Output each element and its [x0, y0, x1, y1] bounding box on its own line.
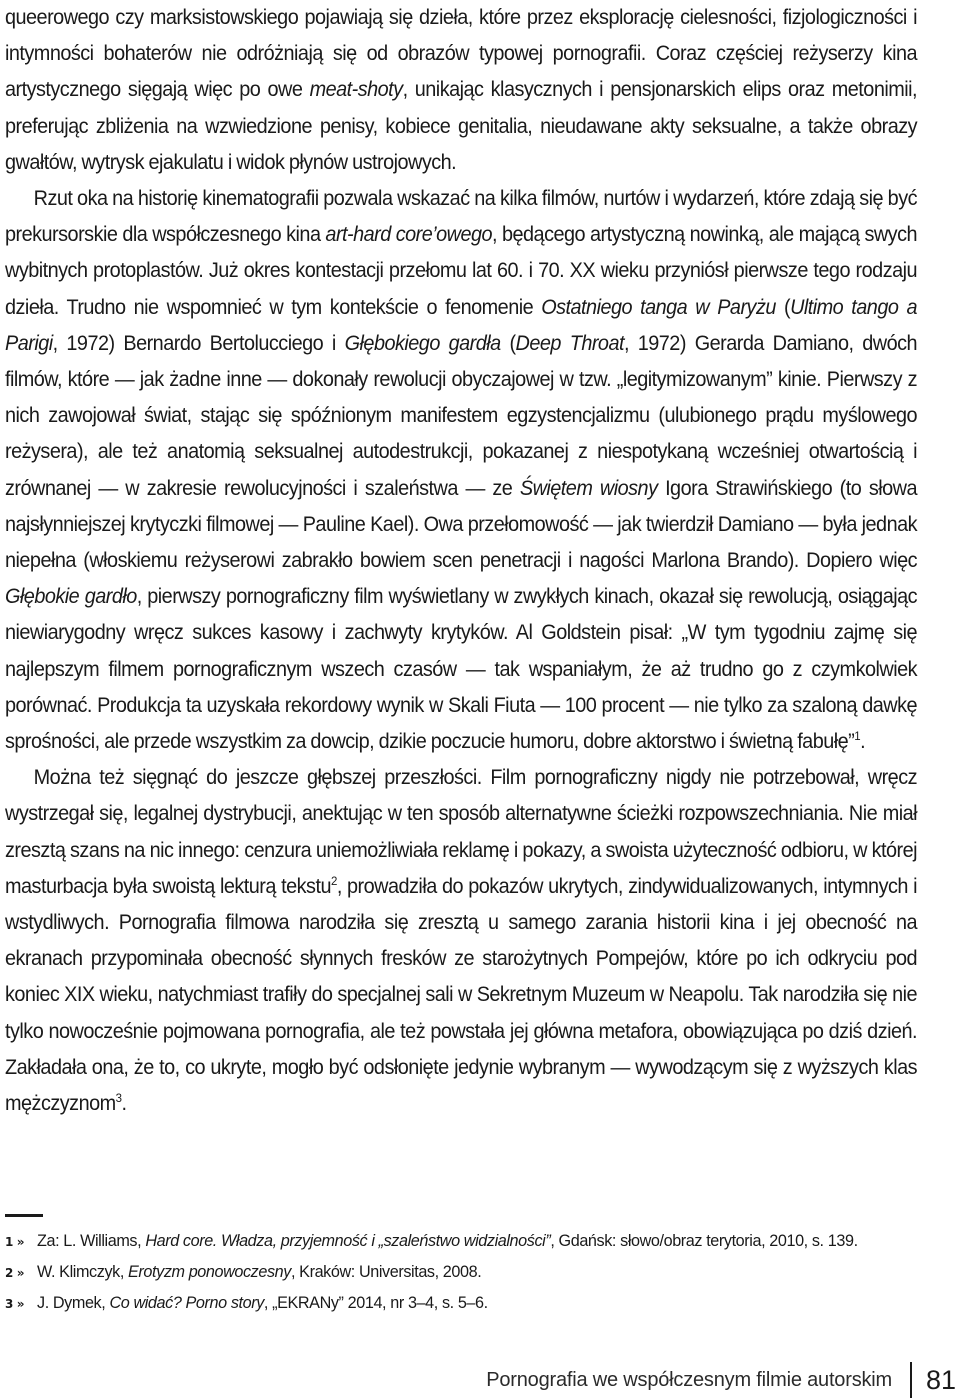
italic-text: Deep Throat: [515, 331, 624, 355]
italic-text: art-hard core’owego: [325, 223, 493, 247]
footnote-text: [37, 1232, 945, 1251]
text-run: (: [500, 331, 516, 355]
text-run: , Gdańsk: słowo/obraz terytoria, 2010, s. 139.: [550, 1232, 858, 1250]
footnote-1: [5, 1232, 945, 1263]
text-run: , prowadziła do pokazów ukrytych, zindywidualizowanych, intymnych i wstydliwych. Pornografia filmowa narodziła się zresztą u samego zarania historii kina i jej obecność na ekranach przypominała obecność słynnych fresków ze starożytnych Pompejów, które po ich odkryciu pod koniec XIX wieku, natychmiast trafiły do specjalnej sali w Sekretnym Muzeum w Neapolu. Tak narodziła się nie tylko nowocześnie pojmowana pornografia, ale też powstała jej główna metafora, obowiązująca po dziś dzień. Zakładała ona, że to, co ukryte, mogło być odsłonięte jedynie wybranym — wywodzącym się z wyższych klas mężczyznom: [5, 874, 918, 1116]
footnote-2: [5, 1263, 945, 1294]
footnote-ref: 3: [115, 1091, 122, 1106]
text-run: , unikając klasycznych i pensjonarskich elips oraz metonimii, preferując zbliżenia na wzwiedzione penisy, kobiece genitalia, nieudawane akty seksualne, a także obrazy gwałtów, wytrysk ejakulatu i widok płynów ustrojowych.: [5, 78, 918, 174]
footnote-ref: 1: [854, 729, 861, 744]
footnote-text: [37, 1263, 945, 1282]
text-run: Można też sięgnąć do jeszcze głębszej przeszłości. Film pornograficzny nigdy nie potrzebował, wręcz wystrzegał się, legalnej dystrybucji, anektując w ten sposób alternatywne ścieżki rozpowszechniania. Nie miał zresztą szans na nic innego: cenzura uniemożliwiała reklamę i pokazy, a swoista użyteczność odbioru, w której masturbacja była swoistą lekturą tekstu: [5, 766, 918, 898]
text-run: Za: L. Williams,: [37, 1232, 146, 1250]
italic-text: Ostatniego tanga w Paryżu: [541, 295, 776, 319]
running-title: Pornografia we współczesnym filmie autorskim: [486, 1368, 892, 1391]
text-run: queerowego czy marksistowskiego pojawiają się dzieła, które przez eksplorację cielesności, fizjologiczności i intymności bohaterów nie odróżniają się od obrazów typowej pornografii. Coraz częściej reżyserzy kina artystycznego sięgają więc po owe: [5, 6, 918, 102]
running-footer: [486, 1362, 960, 1398]
footnote-number: 2 »: [5, 1266, 25, 1280]
paragraph-3: [5, 760, 917, 1122]
text-run: , 1972) Gerarda Damiano, dwóch filmów, które — jak żadne inne — dokonały rewolucji obyczajowej w tzw. „legitymizowanym” kinie. Pierwszy z nich zawojował świat, stając się spóźnionym manifestem egzystencjalizmu (ulubionego prądu myślowego reżysera), ale też anatomią seksualnej autodestrukcji, pokazanej z niespotykaną wcześniej otwartością i zrównanej — w zakresie rewolucyjności i szaleństwa — ze: [5, 331, 918, 500]
italic-text: Świętem wiosny: [519, 476, 658, 500]
text-run: , 1972) Bernardo Bertolucciego i: [52, 331, 345, 355]
italic-text: Co widać? Porno story: [109, 1294, 264, 1312]
footnotes: [5, 1232, 945, 1325]
italic-text: Hard core. Władza, przyjemność i „szaleństwo widzialności”: [145, 1232, 551, 1250]
footnote-number: 1 »: [5, 1235, 25, 1249]
italic-text: Głębokie gardło: [5, 585, 137, 609]
text-run: Rzut oka na historię kinematografii pozwala wskazać na kilka filmów, nurtów i wydarzeń, które zdają się być prekursorskie dla współczesnego kina: [5, 187, 918, 247]
footnote-text: [37, 1294, 945, 1313]
text-run: W. Klimczyk,: [37, 1263, 129, 1281]
italic-text: meat-shoty: [309, 78, 403, 102]
text-run: , pierwszy pornograficzny film wyświetlany w zwykłych kinach, okazał się rewolucją, osiągając niewiarygodny wręcz sukces kasowy i zachwyty krytyków. Al Goldstein pisał: „W tym tygodniu zajmę się najlepszym filmem pornograficznym wszech czasów — tak wspaniałym, że aż trudno go z czymkolwiek porównać. Produkcja ta uzyskała rekordowy wynik w Skali Fiuta — 100 procent — nie tylko za szaloną dawkę sprośności, ale przede wszystkim za dowcip, dzikie poczucie humoru, dobre aktorstwo i świetną fabułę”: [5, 585, 918, 754]
italic-text: Erotyzm ponowoczesny: [128, 1263, 291, 1281]
text-run: Igora Strawińskiego (to słowa najsłynniejszej krytyczki filmowej — Pauline Kael). Owa przełomowość — jak twierdził Damiano — była jednak niepełna (włoskiemu reżyserowi zabrakło bowiem scen penetracji i nagości Marlona Brando). Dopiero więc: [5, 476, 918, 573]
text-run: .: [860, 730, 866, 754]
text-run: , będącego artystyczną nowinką, ale mającą swych wybitnych protoplastów. Już okres kontestacji przełomu lat 60. i 70. XX wieku przyniósł pierwsze tego rodzaju dzieła. Trudno nie wspomnieć w tym kontekście o fenomenie: [5, 223, 918, 319]
page-number: 81: [926, 1364, 957, 1395]
paragraph-1: [5, 0, 917, 181]
footnote-rule: [5, 1214, 43, 1217]
text-run: (: [775, 295, 791, 319]
footer-divider: [910, 1362, 912, 1398]
text-run: , Kraków: Universitas, 2008.: [290, 1263, 482, 1281]
page-body: [5, 0, 917, 1122]
text-run: .: [121, 1092, 127, 1116]
text-run: , „EKRANy” 2014, nr 3–4, s. 5–6.: [263, 1294, 488, 1312]
footnote-number: 3 »: [5, 1297, 25, 1311]
footnote-3: [5, 1294, 945, 1325]
main-text: [5, 0, 917, 1122]
footnote-ref: 2: [330, 873, 337, 888]
italic-text: Ultimo tango a Parigi: [5, 295, 917, 355]
text-run: J. Dymek,: [37, 1294, 110, 1312]
paragraph-2: [5, 181, 917, 760]
italic-text: Głębokiego gardła: [344, 331, 501, 355]
